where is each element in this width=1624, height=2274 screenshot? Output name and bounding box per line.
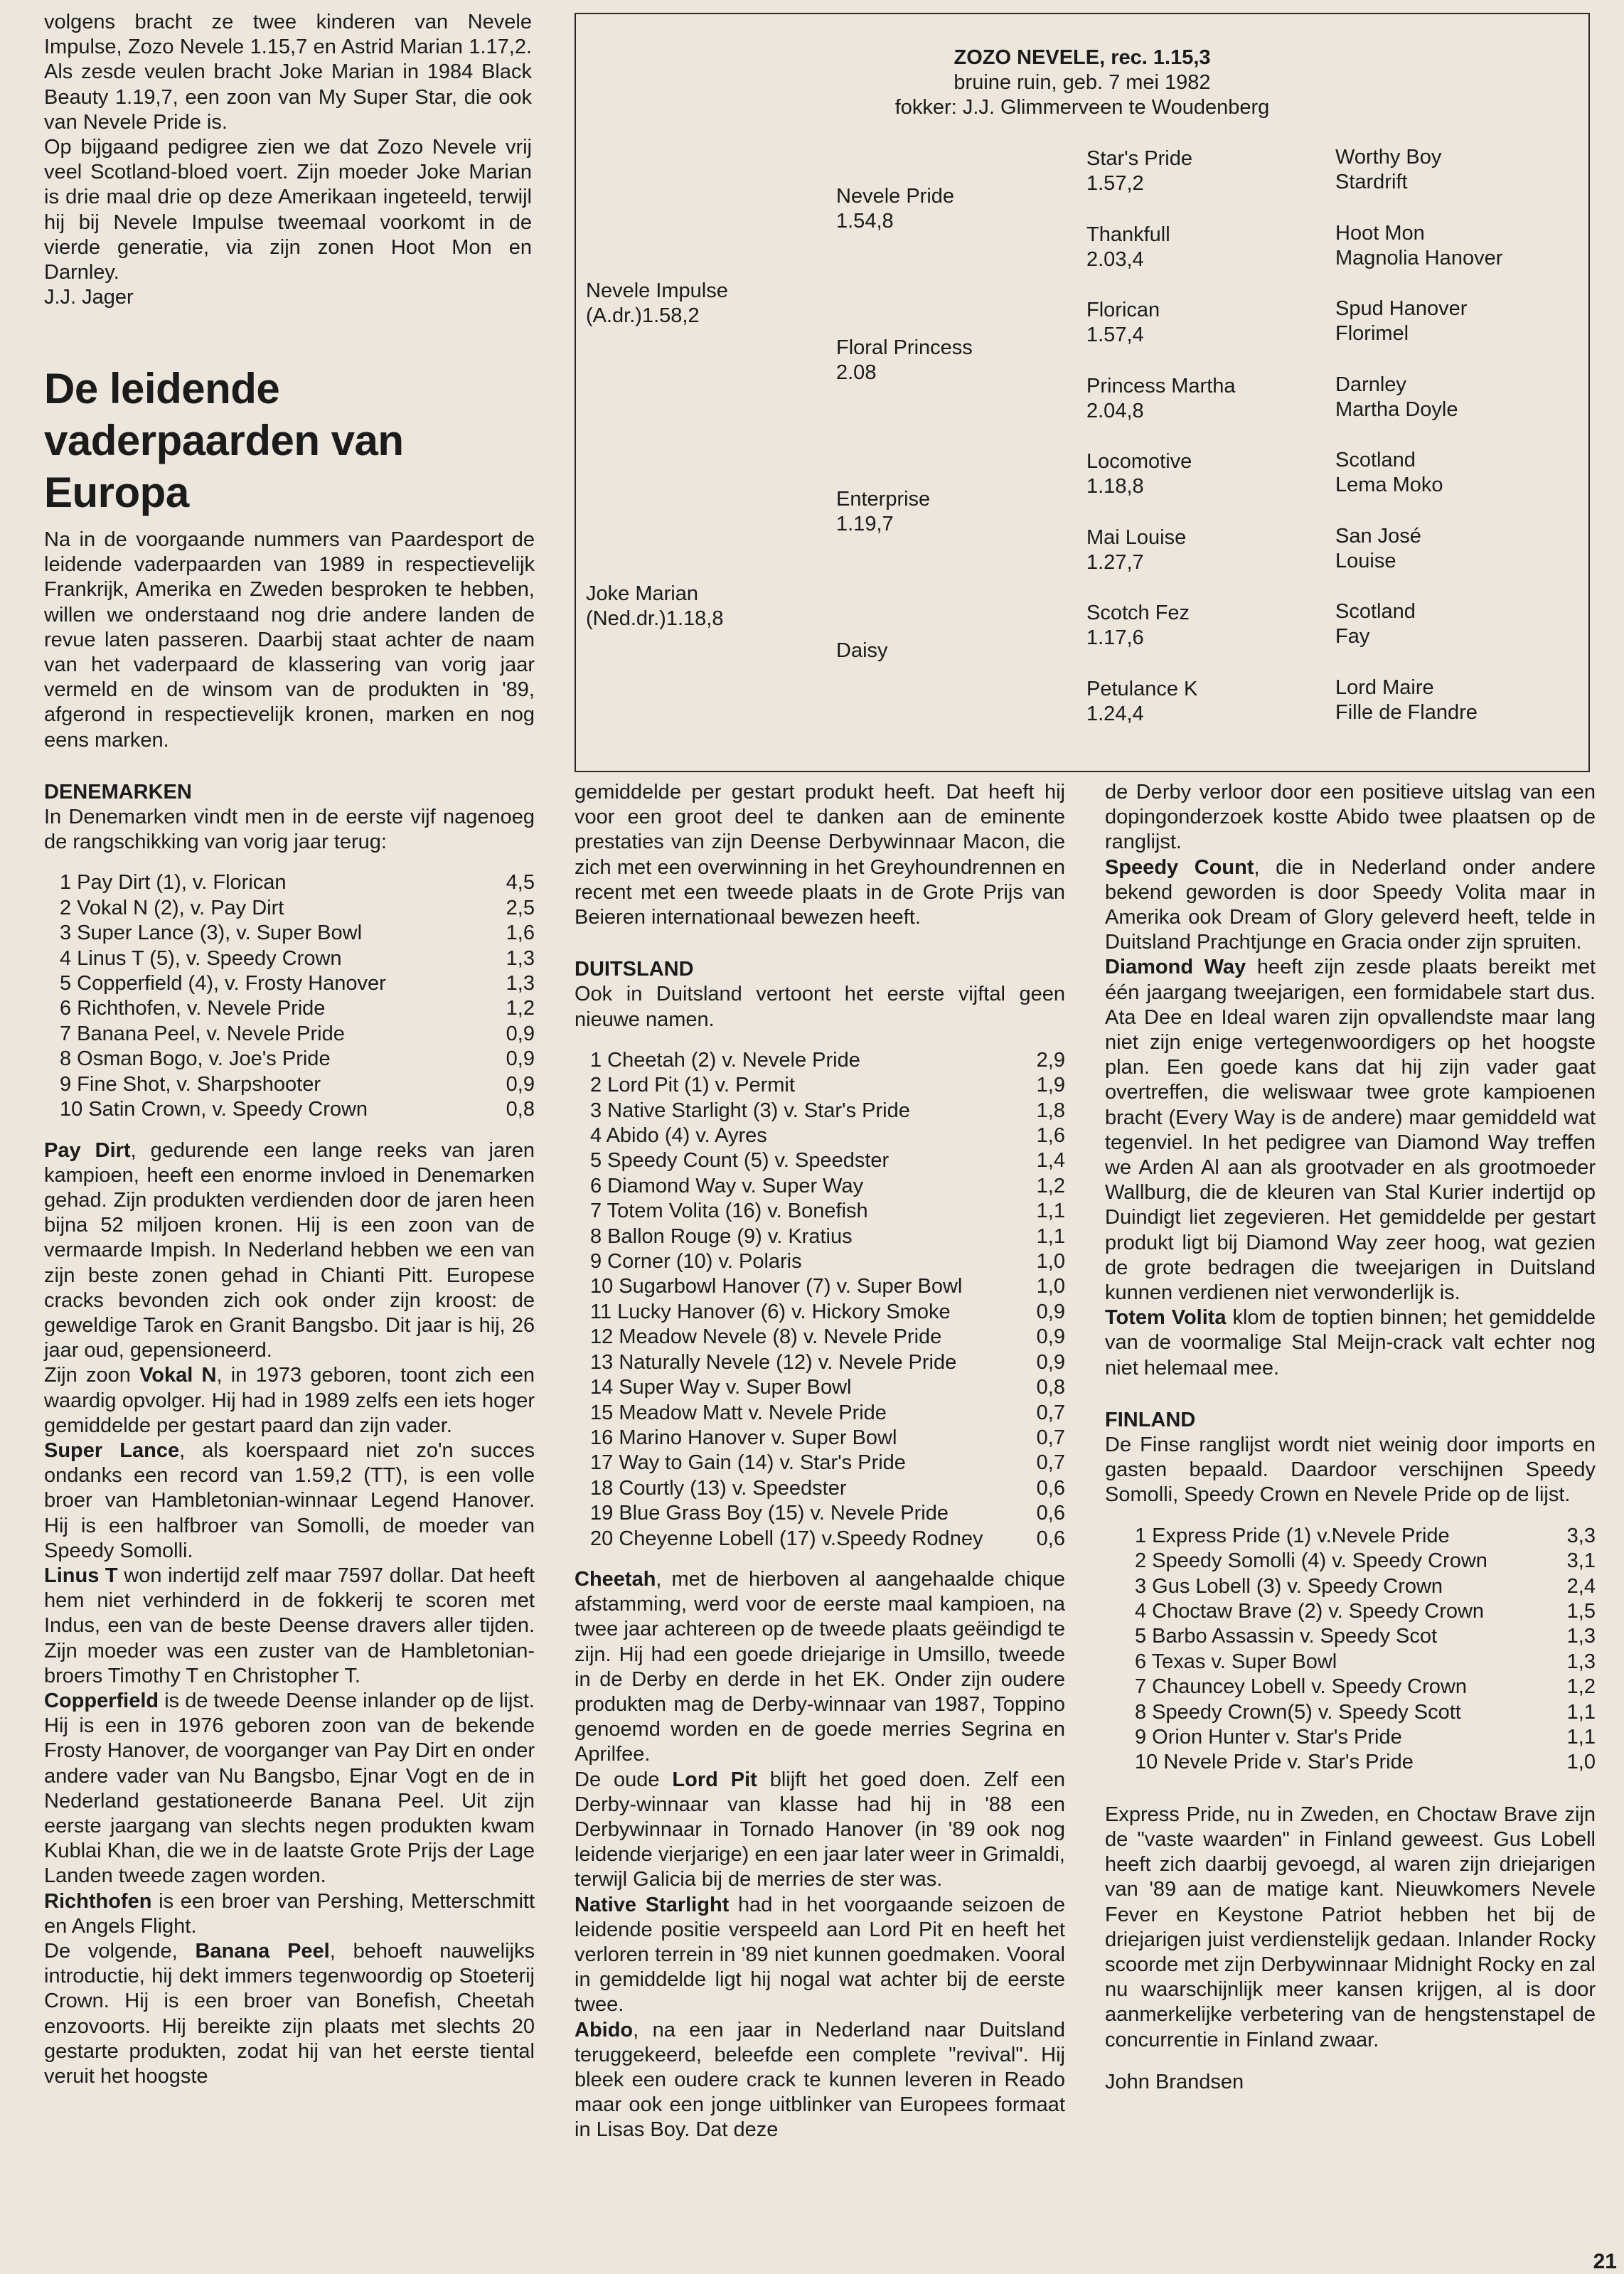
pedigree-gen4-cell [1335, 676, 1478, 725]
body-text: Zijn zoon [44, 1364, 140, 1387]
section-heading-denemarken: DENEMARKEN [44, 780, 192, 804]
ranking-entry: 16 Marino Hanover v. Super Bowl [590, 1426, 897, 1449]
ranking-row [575, 1375, 1065, 1400]
ranking-entry: 8 Speedy Crown(5) v. Speedy Scott [1135, 1700, 1461, 1724]
bold-name: Lord Pit [672, 1768, 757, 1791]
ranking-row [44, 1022, 535, 1047]
pedigree-gen2-cell [836, 336, 973, 385]
ranking-entry: 10 Sugarbowl Hanover (7) v. Super Bowl [590, 1275, 963, 1298]
paragraph-vokal-n [44, 1363, 535, 1438]
ranking-value: 1,8 [1036, 1099, 1065, 1122]
ranking-row [575, 1099, 1065, 1123]
ranking-entry: 8 Ballon Rouge (9) v. Kratius [590, 1224, 853, 1248]
section-heading-finland: FINLAND [1105, 1408, 1196, 1431]
bold-name: Abido [575, 2018, 634, 2041]
pedigree-gen4-cell [1335, 221, 1502, 271]
paragraph-richthofen [44, 1889, 535, 1939]
ranking-value: 1,5 [1566, 1599, 1596, 1623]
pedigree-gen3-cell [1086, 525, 1186, 575]
body-text: De volgende, [44, 1940, 196, 1963]
ranking-entry: 2 Lord Pit (1) v. Permit [590, 1074, 795, 1097]
ranking-entry: 10 Satin Crown, v. Speedy Crown [60, 1098, 368, 1121]
pedigree-text: (A.dr.)1.58,2 [586, 304, 700, 327]
paragraph-copperfield [44, 1689, 535, 1889]
pedigree-text: Nevele Impulse [586, 279, 728, 302]
pedigree-text: Enterprise [836, 488, 931, 511]
ranking-value: 0,9 [506, 1072, 535, 1096]
ranking-row [575, 1350, 1065, 1375]
bold-name: Cheetah [575, 1567, 656, 1591]
pedigree-header [576, 46, 1588, 120]
ranking-entry: 20 Cheyenne Lobell (17) v.Speedy Rodney [590, 1527, 983, 1550]
body-text: , als koerspaard niet zo'n succes ondanks een record van 1.59,2 (TT), is een volle broer van Hambletonian-winnaar Legend Hanover. Hij is een halfbroer van Somolli, de moeder van Speedy Somolli. [44, 1438, 535, 1562]
ranking-row [575, 1148, 1065, 1173]
ranking-value: 1,4 [1036, 1149, 1065, 1173]
pedigree-text: Fille de Flandre [1335, 700, 1478, 724]
body-text: , behoeft nauwelijks introductie, hij dekt immers tegenwoordig op Stoeterij Crown. Hij is een broer van Bonefish, Cheetah enzovoorts. Hij bereikte zijn plaats met slechts 20 gestarte produkten, zodat hij van het eerste tiental veruit het hoogste [44, 1940, 535, 2088]
ranking-value: 0,6 [1036, 1527, 1065, 1550]
ranking-value: 1,2 [506, 997, 535, 1020]
body-text: , met de hierboven al aangehaalde chique afstamming, werd voor de eerste maal kampioen, na twee jaar achtereen op de tweede plaats geëindigd te zijn. Hij had een goede driejarige in Umsillo, tweede in de Derby en derde in het EK. Onder zijn oudere produkten mag de Derby-winnaar van 1987, Toppino genoemd worden en de goede merries Segrina en Aprilfee. [575, 1567, 1065, 1766]
ranking-row [575, 1224, 1065, 1249]
ranking-row [44, 946, 535, 971]
ranking-entry: 7 Chauncey Lobell v. Speedy Crown [1135, 1675, 1467, 1699]
ranking-entry: 2 Speedy Somolli (4) v. Speedy Crown [1135, 1549, 1487, 1573]
paragraph-lord-pit [575, 1768, 1065, 1893]
pedigree-text: 2.03,4 [1086, 247, 1144, 271]
pedigree-text: Stardrift [1335, 171, 1408, 193]
pedigree-text: Worthy Boy [1335, 146, 1442, 169]
ranking-row [1119, 1725, 1596, 1750]
body-text: klom de toptien binnen; het gemiddelde van de voormalige Stal Meijn-crack valt echter nog niet helemaal mee. [1105, 1306, 1596, 1379]
ranking-value: 4,5 [506, 871, 535, 895]
pedigree-text: 1.54,8 [836, 210, 894, 233]
pedigree-text: Florican [1086, 299, 1160, 321]
ranking-value: 0,6 [1036, 1476, 1065, 1500]
pedigree-text: 1.57,2 [1086, 172, 1144, 195]
ranking-entry: 7 Banana Peel, v. Nevele Pride [60, 1022, 345, 1045]
ranking-row [1119, 1624, 1596, 1649]
ranking-row [1119, 1549, 1596, 1574]
ranking-value: 3,3 [1566, 1524, 1596, 1547]
ranking-row [575, 1325, 1065, 1350]
intro-column [44, 10, 532, 310]
ranking-row [1119, 1650, 1596, 1675]
bold-name: Vokal N [139, 1364, 217, 1387]
pedigree-text: 2.08 [836, 361, 877, 384]
ranking-entry: 11 Lucky Hanover (6) v. Hickory Smoke [590, 1300, 951, 1323]
ranking-row [1119, 1599, 1596, 1624]
pedigree-text: Scotland [1335, 449, 1416, 471]
pedigree-text: Darnley [1335, 373, 1406, 396]
ranking-value: 1,3 [1566, 1650, 1596, 1673]
ranking-row [575, 1451, 1065, 1475]
ranking-entry: 12 Meadow Nevele (8) v. Nevele Pride [590, 1325, 942, 1349]
pedigree-text: Scotch Fez [1086, 602, 1190, 624]
ranking-entry: 6 Richthofen, v. Nevele Pride [60, 997, 326, 1020]
pedigree-gen4-cell [1335, 297, 1467, 346]
pedigree-text: Scotland [1335, 600, 1416, 623]
ranking-value: 2,4 [1566, 1574, 1596, 1598]
pedigree-gen4-cell [1335, 599, 1416, 649]
ranking-entry: 4 Abido (4) v. Ayres [590, 1124, 767, 1148]
finland-intro: De Finse ranglijst wordt niet weinig door imports en gasten bepaald. Daardoor verschijnen Speedy Somolli, Speedy Crown en Nevele Pride op de lijst. [1105, 1434, 1596, 1507]
ranking-entry: 8 Osman Bogo, v. Joe's Pride [60, 1047, 331, 1071]
pedigree-text: Thankfull [1086, 223, 1170, 246]
duitsland-intro: Ook in Duitsland vertoont het eerste vijftal geen nieuwe namen. [575, 983, 1065, 1031]
ranking-row [1119, 1675, 1596, 1699]
ranking-value: 0,9 [506, 1047, 535, 1071]
pedigree-text: 1.19,7 [836, 513, 894, 535]
bold-name: Copperfield [44, 1689, 159, 1712]
ranking-value: 0,7 [1036, 1426, 1065, 1449]
bold-name: Super Lance [44, 1438, 180, 1462]
bold-name: Richthofen [44, 1889, 152, 1913]
bold-name: Native Starlight [575, 1893, 730, 1916]
ranking-entry: 9 Fine Shot, v. Sharpshooter [60, 1072, 321, 1096]
intro-paragraph-2: Op bijgaand pedigree zien we dat Zozo Nevele vrij veel Scotland-bloed voert. Zijn moeder Joke Marian is drie maal drie op deze Amerikaan ingeteeld, terwijl hij bij Nevele Impulse tweemaal voorkomt in de vierde generatie, via zijn zonen Hoot Mon en Darnley. [44, 136, 532, 284]
pedigree-text: Spud Hanover [1335, 297, 1468, 320]
ranking-value: 0,9 [1036, 1350, 1065, 1374]
ranking-entry: 14 Super Way v. Super Bowl [590, 1376, 852, 1399]
ranking-value: 0,9 [506, 1022, 535, 1045]
body-text: , in 1973 geboren, toont zich een waardig opvolger. Hij had in 1989 zelfs een iets hoger gemiddelde per gestart paard dan zijn vader. [44, 1364, 535, 1437]
pedigree-text: San José [1335, 524, 1421, 548]
ranking-row [1119, 1574, 1596, 1599]
ranking-value: 3,1 [1566, 1549, 1596, 1573]
ranking-value: 0,8 [1036, 1376, 1065, 1399]
ranking-row [575, 1527, 1065, 1552]
ranking-row [44, 1072, 535, 1097]
ranking-entry: 13 Naturally Nevele (12) v. Nevele Pride [590, 1350, 957, 1374]
ranking-entry: 3 Super Lance (3), v. Super Bowl [60, 922, 363, 945]
ranking-value: 1,6 [1036, 1124, 1065, 1148]
pedigree-gen3-cell [1086, 449, 1192, 499]
pedigree-text: 1.18,8 [1086, 475, 1144, 498]
intro-paragraph-1: volgens bracht ze twee kinderen van Nevele Impulse, Zozo Nevele 1.15,7 en Astrid Marian 1.17,2. Als zesde veulen bracht Joke Marian in 1984 Black Beauty 1.19,7, een zoon van My Super Star, die ook van Nevele Pride is. [44, 11, 532, 134]
pedigree-gen3-cell [1086, 374, 1236, 424]
pedigree-subtitle: bruine ruin, geb. 7 mei 1982 [953, 71, 1211, 94]
ranking-entry: 1 Cheetah (2) v. Nevele Pride [590, 1048, 860, 1072]
pedigree-gen3-cell [1086, 298, 1160, 348]
right-column [1105, 780, 1596, 2095]
ranking-entry: 7 Totem Volita (16) v. Bonefish [590, 1200, 868, 1223]
ranking-entry: 2 Vokal N (2), v. Pay Dirt [60, 896, 284, 919]
ranking-row [575, 1249, 1065, 1274]
pedigree-text: Star's Pride [1086, 147, 1192, 170]
pedigree-text: Hoot Mon [1335, 221, 1425, 245]
pedigree-gen3-cell [1086, 146, 1192, 196]
paragraph-native-starlight [575, 1893, 1065, 2018]
ranking-row [44, 870, 535, 895]
ranking-row [575, 1426, 1065, 1451]
bold-name: Pay Dirt [44, 1138, 131, 1162]
pedigree-text: Magnolia Hanover [1335, 246, 1503, 269]
ranking-entry: 9 Orion Hunter v. Star's Pride [1135, 1725, 1402, 1749]
ranking-row [575, 1274, 1065, 1299]
pedigree-box [575, 13, 1590, 772]
ranking-entry: 5 Barbo Assassin v. Speedy Scot [1135, 1625, 1438, 1648]
ranking-value: 1,9 [1036, 1074, 1065, 1097]
ranking-value: 1,1 [1566, 1700, 1596, 1724]
body-text: , na een jaar in Nederland naar Duitsland teruggekeerd, beleefde een complete "revival". Hij bleek een oudere crack te kunnen leveren in Reado maar ook een jonge uitblinker van Europees formaat in Lisas Boy. Dat deze [575, 2018, 1065, 2142]
paragraph-express-pride: Express Pride, nu in Zweden, en Choctaw Brave zijn de "vaste waarden" in Finland geweest. Gus Lobell heeft zich daarbij gevoegd, al waren zijn driejarigen van '89 aan de matige kant. Nieuwkomers Nevele Fever en Keystone Patriot hebben het bij de driejarigen juist verdienstelijk gedaan. Inlander Rocky scoorde met zijn Derbywinnaar Midnight Rocky en zal nu waarschijnlijk meer kansen krijgen, al is door aanmerkelijke verbetering van de hengstenstapel de concurrentie in Finland zwaar. [1105, 1803, 1596, 2051]
pedigree-text: 1.17,6 [1086, 626, 1144, 649]
paragraph-totem-volita [1105, 1306, 1596, 1381]
ranking-value: 2,9 [1036, 1048, 1065, 1072]
pedigree-text: Joke Marian [586, 582, 698, 605]
denemarken-intro: In Denemarken vindt men in de eerste vijf nagenoeg de rangschikking van vorig jaar terug: [44, 806, 535, 854]
ranking-value: 1,1 [1036, 1224, 1065, 1248]
ranking-entry: 18 Courtly (13) v. Speedster [590, 1476, 847, 1500]
ranking-row [575, 1476, 1065, 1501]
pedigree-gen2-cell [836, 487, 930, 537]
body-text: De oude [575, 1768, 673, 1791]
paragraph-abido-continued: de Derby verloor door een positieve uitslag van een dopingonderzoek kostte Abido twee plaatsen op de ranglijst. [1105, 781, 1596, 854]
article-lead: Na in de voorgaande nummers van Paardesport de leidende vaderpaarden van 1989 in respectievelijk Frankrijk, Amerika en Zweden besproken te hebben, willen we onderstaand nog drie andere landen de revue laten passeren. Daarbij staat achter de naam van het vaderpaard de klassering van vorig jaar vermeld en de winsom van de produkten in '89, afgerond in respectievelijk kronen, marken en nog eens marken. [44, 528, 535, 752]
bold-name: Totem Volita [1105, 1306, 1227, 1330]
bold-name: Banana Peel [195, 1940, 330, 1963]
ranking-value: 1,2 [1036, 1174, 1065, 1197]
ranking-value: 1,0 [1036, 1250, 1065, 1274]
pedigree-gen2-cell [836, 184, 954, 234]
ranking-value: 2,5 [506, 896, 535, 919]
article-headline: De leidende vaderpaarden van Europa [44, 365, 404, 516]
paragraph-super-lance [44, 1438, 535, 1564]
pedigree-text: Floral Princess [836, 336, 973, 359]
ranking-row [44, 971, 535, 996]
ranking-row [44, 896, 535, 921]
bold-name: Diamond Way [1105, 956, 1246, 979]
pedigree-text: Martha Doyle [1335, 397, 1458, 421]
ranking-entry: 19 Blue Grass Boy (15) v. Nevele Pride [590, 1502, 949, 1525]
ranking-row [575, 1123, 1065, 1148]
section-heading-duitsland: DUITSLAND [575, 958, 694, 981]
pedigree-breeder: fokker: J.J. Glimmerveen te Woudenberg [894, 96, 1270, 119]
pedigree-gen1-cell [586, 279, 728, 329]
ranking-row [44, 1047, 535, 1072]
ranking-value: 1,3 [506, 972, 535, 995]
ranking-entry: 17 Way to Gain (14) v. Star's Pride [590, 1451, 906, 1475]
pedigree-text: Florimel [1335, 322, 1409, 345]
ranking-value: 0,7 [1036, 1451, 1065, 1475]
body-text: , gedurende een lange reeks van jaren kampioen, heeft een enorme invloed in Denemarken gehad. Zijn produkten verdienden door de jaren heen bijna 52 miljoen kronen. Hij is een zoon van de vermaarde Impish. In Nederland hebben we een van zijn beste zonen gehad in Chianti Pitt. Europese cracks bevonden zich ook onder zijn kroost: de geweldige Tarok en Granit Bangsbo. Dit jaar is hij, 26 jaar oud, gepensioneerd. [44, 1138, 535, 1362]
ranking-row [44, 1097, 535, 1122]
ranking-entry: 3 Gus Lobell (3) v. Speedy Crown [1135, 1574, 1443, 1598]
page-number: 21 [1593, 2250, 1617, 2273]
paragraph-diamond-way [1105, 955, 1596, 1306]
pedigree-gen4-cell [1335, 373, 1458, 422]
ranking-value: 1,1 [1566, 1725, 1596, 1749]
pedigree-text: Petulance K [1086, 677, 1198, 700]
paragraph-pay-dirt [44, 1138, 535, 1364]
body-text: is een broer van Pershing, Metterschmitt en Angels Flight. [44, 1889, 535, 1938]
ranking-row [1119, 1700, 1596, 1725]
ranking-entry: 3 Native Starlight (3) v. Star's Pride [590, 1099, 910, 1122]
ranking-row [575, 1073, 1065, 1098]
ranking-entry: 5 Speedy Count (5) v. Speedster [590, 1149, 890, 1173]
pedigree-gen3-cell [1086, 677, 1197, 727]
pedigree-text: (Ned.dr.)1.18,8 [586, 607, 724, 630]
ranking-entry: 10 Nevele Pride v. Star's Pride [1135, 1751, 1414, 1774]
body-text: is de tweede Deense inlander op de lijst. Hij is een in 1976 geboren zoon van de bekende Frosty Hanover, de voorganger van Pay Dirt en onder andere vader van Nu Bangsbo, Ejnar Vogt en de in Nederland gestationeerde Banana Peel. Uit zijn eerste jaargang van slechts negen produkten kwam Kublai Khan, die we in de laatste Grote Prijs der Lage Landen tweede zagen worden. [44, 1689, 535, 1888]
pedigree-text: 2.04,8 [1086, 399, 1144, 422]
ranking-row [575, 1401, 1065, 1426]
paragraph-banana-peel [44, 1939, 535, 2089]
ranking-value: 0,7 [1036, 1401, 1065, 1424]
ranking-entry: 1 Pay Dirt (1), v. Florican [60, 871, 287, 895]
pedigree-title: ZOZO NEVELE, rec. 1.15,3 [953, 46, 1211, 69]
ranking-entry: 4 Choctaw Brave (2) v. Speedy Crown [1135, 1599, 1485, 1623]
ranking-value: 0,6 [1036, 1502, 1065, 1525]
paragraph-abido [575, 2018, 1065, 2143]
ranking-value: 0,9 [1036, 1325, 1065, 1349]
ranking-value: 0,9 [1036, 1300, 1065, 1323]
pedigree-text: Princess Martha [1086, 374, 1236, 397]
ranking-entry: 15 Meadow Matt v. Nevele Pride [590, 1401, 887, 1424]
pedigree-text: 1.24,4 [1086, 702, 1144, 725]
pedigree-text: Mai Louise [1086, 525, 1187, 549]
pedigree-gen4-cell [1335, 448, 1443, 498]
ranking-list-finland [1105, 1524, 1596, 1776]
pedigree-gen2-cell [836, 639, 888, 663]
ranking-value: 1,6 [506, 922, 535, 945]
ranking-entry: 9 Corner (10) v. Polaris [590, 1250, 802, 1274]
ranking-row [1119, 1524, 1596, 1549]
ranking-row [575, 1300, 1065, 1325]
pedigree-text: Lord Maire [1335, 676, 1434, 699]
bold-name: Speedy Count [1105, 855, 1254, 879]
body-text: had in het voorgaande seizoen de leidende positie verspeeld aan Lord Pit en heeft het verloren terrein in '89 niet kunnen goedmaken. Vooral in gemiddelde ligt hij nogal wat achter bij de eerste twee. [575, 1893, 1065, 2017]
ranking-value: 1,2 [1566, 1675, 1596, 1699]
ranking-row [575, 1199, 1065, 1224]
ranking-entry: 6 Texas v. Super Bowl [1135, 1650, 1337, 1673]
ranking-value: 1,0 [1036, 1275, 1065, 1298]
pedigree-text: Louise [1335, 549, 1396, 572]
body-text: blijft het goed doen. Zelf een Derby-winnaar van klasse had hij in '88 een Derbywinnaar in Tornado Hanover (in '89 ook nog leidende vierjarige) en een jaar later weer in Grimaldi, terwijl Galicia bij de merries de ster was. [575, 1768, 1066, 1891]
body-text: heeft zijn zesde plaats bereikt met één jaargang tweejarigen, een formidabele start dus. Ata Dee en Ideal waren zijn opvallendste maar lang niet zijn enige vertegenwoordigers op het hoogste plan. Een goede kans dat hij zijn vader gaat overtreffen, die weliswaar twee grote kampioenen bracht (Every Way is de andere) maar gemiddeld wat tegenviel. In het pedigree van Diamond Way treffen we Arden Al aan als grootvader en als grootmoeder Wallburg, die de kleuren van Stal Kurier indertijd op Duindigt liet zegevieren. Het gemiddelde per gestart produkt ligt bij Diamond Way zeer hoog, wat gezien de grote bedragen die tweejarigen in Duitsland kunnen verdienen niet verwonderlijk is. [1105, 956, 1596, 1305]
middle-column [575, 780, 1065, 2143]
paragraph-cheetah [575, 1567, 1065, 1768]
pedigree-text: Fay [1335, 625, 1370, 648]
pedigree-gen4-cell [1335, 145, 1441, 195]
paragraph-banana-peel-continued: gemiddelde per gestart produkt heeft. Dat heeft hij voor een groot deel te danken aan de eminente prestaties van zijn Deense Derbywinnaar Macon, die zich met een overwinning in het Greyhoundrennen en recent met een tweede plaats in de Grote Prijs van Beieren internationaal bewezen heeft. [575, 781, 1065, 929]
ranking-row [575, 1174, 1065, 1199]
paragraph-linus-t [44, 1564, 535, 1689]
ranking-row [575, 1048, 1065, 1073]
ranking-value: 1,0 [1566, 1751, 1596, 1774]
ranking-value: 1,3 [506, 946, 535, 970]
pedigree-gen4-cell [1335, 524, 1421, 574]
ranking-entry: 1 Express Pride (1) v.Nevele Pride [1135, 1524, 1450, 1547]
ranking-entry: 5 Copperfield (4), v. Frosty Hanover [60, 972, 386, 995]
pedigree-text: Daisy [836, 639, 888, 662]
ranking-row [1119, 1750, 1596, 1775]
ranking-row [44, 921, 535, 946]
article-author: John Brandsen [1105, 2070, 1244, 2093]
paragraph-speedy-count [1105, 855, 1596, 956]
pedigree-text: Locomotive [1086, 450, 1192, 473]
ranking-value: 1,1 [1036, 1200, 1065, 1223]
body-text: won indertijd zelf maar 7597 dollar. Dat heeft hem niet verhinderd in de fokkerij te scoren met Indus, een van de beste Deense dravers aller tijden. Zijn moeder was een zuster van de Hambletonian-broers Timothy T en Christopher T. [44, 1564, 535, 1687]
ranking-value: 1,3 [1566, 1625, 1596, 1648]
body-text: , die in Nederland onder andere bekend geworden is door Speedy Volita maar in Amerika ook Dream of Glory geleverd heeft, telde in Duitsland Prachtjunge en Gracia onder zijn spruiten. [1105, 855, 1596, 954]
ranking-row [575, 1501, 1065, 1526]
ranking-list-duitsland [575, 1048, 1065, 1552]
ranking-entry: 6 Diamond Way v. Super Way [590, 1174, 864, 1197]
pedigree-text: Nevele Pride [836, 185, 955, 208]
ranking-entry: 4 Linus T (5), v. Speedy Crown [60, 946, 342, 970]
ranking-row [44, 996, 535, 1021]
pedigree-gen3-cell [1086, 223, 1170, 272]
left-article-column [44, 528, 535, 2089]
bold-name: Linus T [44, 1564, 118, 1587]
pedigree-gen1-cell [586, 582, 723, 631]
pedigree-gen3-cell [1086, 601, 1190, 651]
pedigree-text: 1.27,7 [1086, 550, 1144, 574]
intro-author: J.J. Jager [44, 286, 134, 309]
ranking-list-denemarken [44, 870, 535, 1122]
pedigree-text: Lema Moko [1335, 474, 1443, 496]
ranking-value: 0,8 [506, 1098, 535, 1121]
pedigree-text: 1.57,4 [1086, 324, 1144, 346]
